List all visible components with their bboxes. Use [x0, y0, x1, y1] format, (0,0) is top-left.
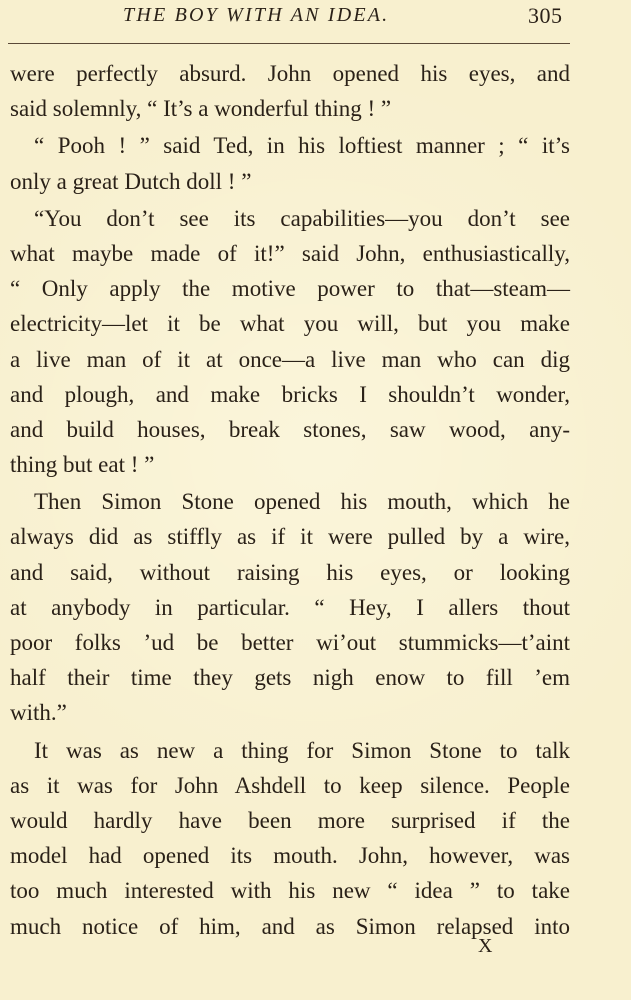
text-line: much notice of him, and as Simon relapsed into [10, 913, 570, 939]
text-line: always did as stiffly as if it were pulled by a wire, [10, 524, 570, 550]
text-line: electricity—let it be what you will, but you make [10, 311, 570, 337]
body-text [10, 56, 570, 944]
text-line: It was as new a thing for Simon Stone to talk [34, 737, 570, 763]
text-line: a live man of it at once—a live man who can dig [10, 346, 570, 372]
running-head-title: THE BOY WITH AN IDEA. [123, 4, 390, 26]
text-line: at anybody in particular. “ Hey, I allers thout [10, 594, 570, 620]
text-line: “ Pooh ! ” said Ted, in his loftiest manner ; “ it’s [34, 133, 570, 159]
header-rule [8, 43, 570, 44]
text-line: model had opened its mouth. John, however, was [10, 843, 570, 869]
text-line: said solemnly, “ It’s a wonderful thing ! ” [10, 96, 392, 122]
text-line: would hardly have been more surprised if the [10, 807, 570, 833]
text-line: were perfectly absurd. John opened his eyes, and [10, 61, 570, 86]
running-head [0, 3, 631, 33]
signature-mark: X [478, 935, 493, 957]
text-line: Then Simon Stone opened his mouth, which he [34, 489, 570, 515]
text-line: and plough, and make bricks I shouldn’t wonder, [10, 381, 570, 407]
text-line: poor folks ’ud be better wi’out stummicks—t’aint [10, 630, 570, 655]
text-line: as it was for John Ashdell to keep silence. People [10, 772, 570, 798]
text-line: only a great Dutch doll ! ” [10, 168, 252, 194]
text-line: half their time they gets nigh enow to fill ’em [10, 665, 570, 691]
text-line: with.” [10, 700, 67, 726]
text-line: and build houses, break stones, saw wood, any- [10, 416, 570, 442]
text-line: “You don’t see its capabilities—you don’t see [34, 205, 570, 231]
text-line: “ Only apply the motive power to that—steam— [10, 276, 570, 302]
text-line: and said, without raising his eyes, or looking [10, 559, 570, 585]
text-line: thing but eat ! ” [10, 452, 155, 478]
text-line: too much interested with his new “ idea ” to take [10, 878, 570, 904]
text-line: what maybe made of it!” said John, enthusiastically, [10, 240, 570, 266]
page-number: 305 [528, 3, 563, 28]
